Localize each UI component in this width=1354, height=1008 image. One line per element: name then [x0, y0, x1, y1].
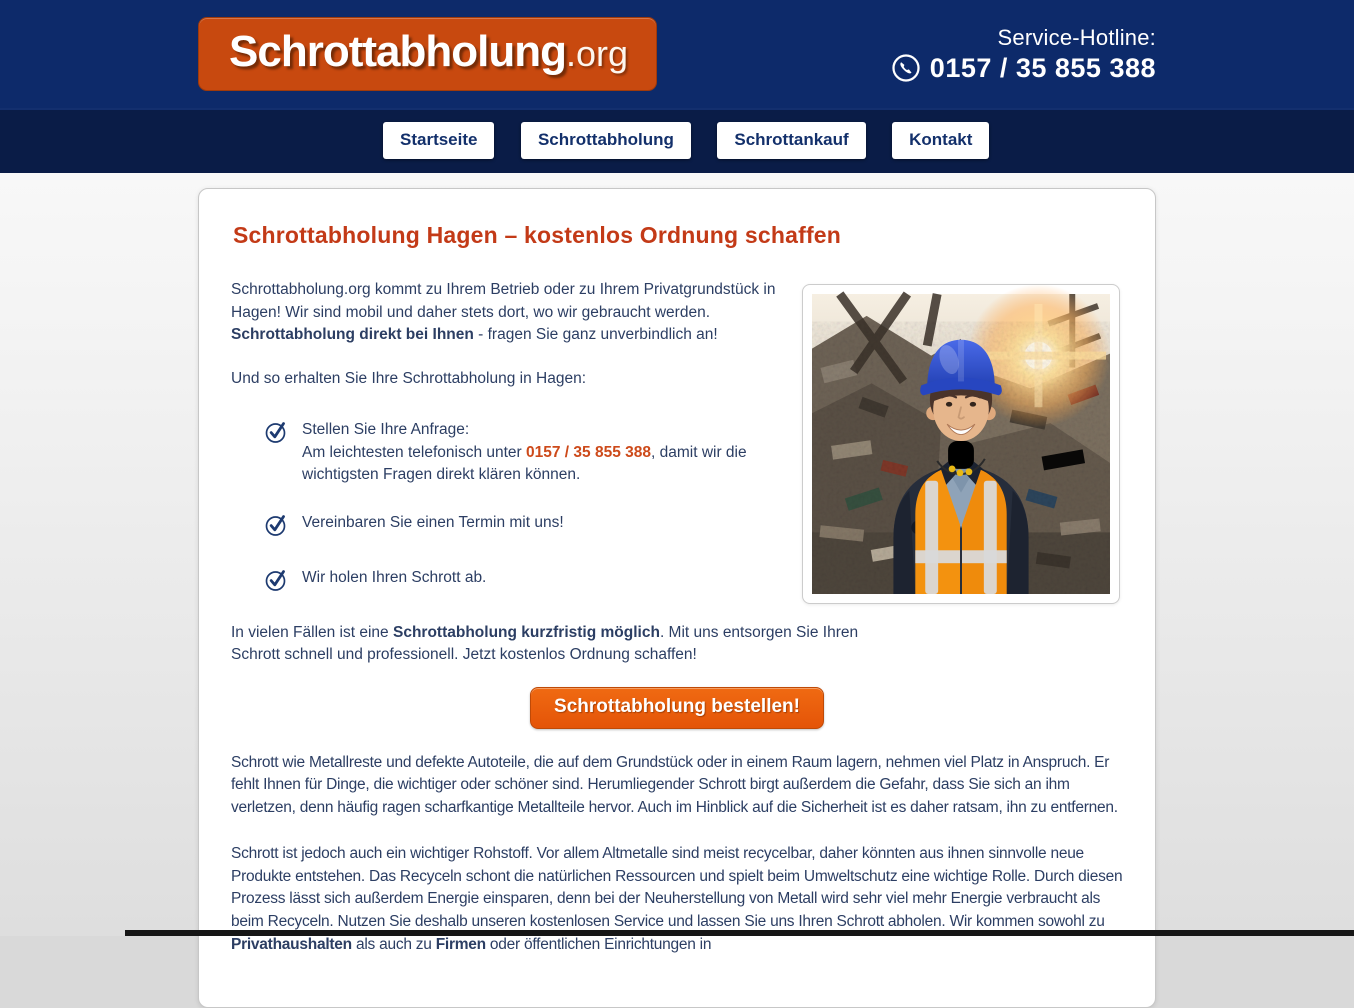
steps-intro: Und so erhalten Sie Ihre Schrottabholung in Hagen: [231, 369, 587, 387]
hotline-label: Service-Hotline: [997, 24, 1156, 50]
body2-text-1: Schrott ist jedoch auch ein wichtiger Rohstoff. Vor allem Altmetalle sind meist recycelbar, daher könnten aus ihnen sinnvolle neue Produkte entstehen. Das Recyceln schont die natürlichen Ressourcen und spielt beim Umweltschutz eine wichtige Rolle. Durch diesen Prozess lässt sich außerdem Energie einsparen, denn bei der Neuherstellung von Metall wird sehr viel mehr Energie verbraucht als beim Recyceln. Nutzen Sie deshalb unseren kostenlosen Service und lassen Sie uns Ihren Schrott abholen. Wir kommen sowohl zu [231, 844, 1123, 931]
logo-suffix-text: .org [565, 33, 629, 74]
checklist-item-2 [264, 512, 778, 542]
hotline-row [891, 53, 1156, 84]
checklist-item-title: Stellen Sie Ihre Anfrage: [302, 421, 470, 438]
checklist-item-text: Wir holen Ihren Schrott ab. [302, 568, 487, 586]
body-paragraph-1: Schrott wie Metallreste und defekte Autoteile, die auf dem Grundstück oder in einem Raum lagern, nehmen viel Platz in Anspruch. Er fehlt Ihnen für Dinge, die wichtiger oder schöner sind. Herumliegender Schrott birgt außerdem die Gefahr, dass Sie sich an ihm verletzen, denn häufig ragen scharfkantige Metallteile hervor. Auch im Hinblick auf die Sicherheit ist es daher ratsam, ihn zu entfernen. [231, 753, 1118, 817]
hotline-number[interactable]: 0157 / 35 855 388 [929, 52, 1156, 83]
body-paragraph-2 [231, 843, 1123, 957]
summary-text-2: . Mit uns entsorgen Sie Ihren Schrott schnell und professionell. Jetzt kostenlos Ordnung schaffen! [231, 623, 859, 663]
check-icon [264, 513, 288, 542]
inline-phone-link[interactable]: 0157 / 35 855 388 [526, 443, 651, 461]
nav-item-schrottankauf[interactable]: Schrottankauf [717, 122, 865, 159]
intro-text-2: - fragen Sie ganz unverbindlich an! [473, 326, 718, 343]
article-card [198, 188, 1156, 1008]
checklist-item-1 [264, 419, 778, 487]
nav-inner [198, 110, 1156, 159]
site-header [0, 0, 1354, 108]
check-icon [264, 420, 288, 449]
body2-text-3: oder öffentlichen Einrichtungen in [485, 936, 712, 954]
phone-icon [891, 53, 921, 83]
site-logo[interactable] [198, 17, 657, 91]
page-title: Schrottabholung Hagen – kostenlos Ordnung schaffen [233, 222, 842, 248]
body2-bold-2: Firmen [435, 936, 486, 954]
nav-item-startseite[interactable]: Startseite [383, 122, 494, 159]
service-hotline-block [891, 25, 1156, 84]
checklist-item-3 [264, 567, 778, 597]
order-button[interactable]: Schrottabholung bestellen! [530, 687, 824, 729]
checklist-item-body-2: , damit wir die wichtigsten Fragen direkt klären können. [302, 443, 747, 483]
summary-text-1: In vielen Fällen ist eine [231, 623, 393, 641]
summary-paragraph [231, 622, 886, 667]
header-inner [198, 0, 1156, 108]
intro-bold: Schrottabholung direkt bei Ihnen [231, 326, 474, 343]
logo-text: Schrottabholung [229, 27, 566, 76]
summary-bold: Schrottabholung kurzfristig möglich [392, 623, 660, 641]
nav-item-kontakt[interactable]: Kontakt [892, 122, 989, 159]
body2-text-2: als auch zu [351, 936, 436, 954]
cta-row [231, 687, 1123, 729]
worker-photo-frame [802, 284, 1120, 604]
bottom-window-edge [125, 930, 1354, 936]
check-icon [264, 568, 288, 597]
checklist-item-text [302, 419, 764, 487]
checklist-item-text: Vereinbaren Sie einen Termin mit uns! [302, 513, 564, 531]
nav-item-schrottabholung[interactable]: Schrottabholung [521, 122, 691, 159]
intro-paragraph [231, 279, 776, 347]
main-nav [0, 108, 1354, 173]
intro-text-1: Schrottabholung.org kommt zu Ihrem Betrieb oder zu Ihrem Privatgrundstück in Hagen! Wir sind mobil und daher stets dort, wo wir gebraucht werden. [231, 281, 776, 321]
body2-bold-1: Privathaushalten [231, 936, 352, 954]
worker-photo [812, 294, 1110, 594]
content-area [0, 173, 1354, 1008]
checklist-item-body-1: Am leichtesten telefonisch unter [302, 443, 527, 461]
